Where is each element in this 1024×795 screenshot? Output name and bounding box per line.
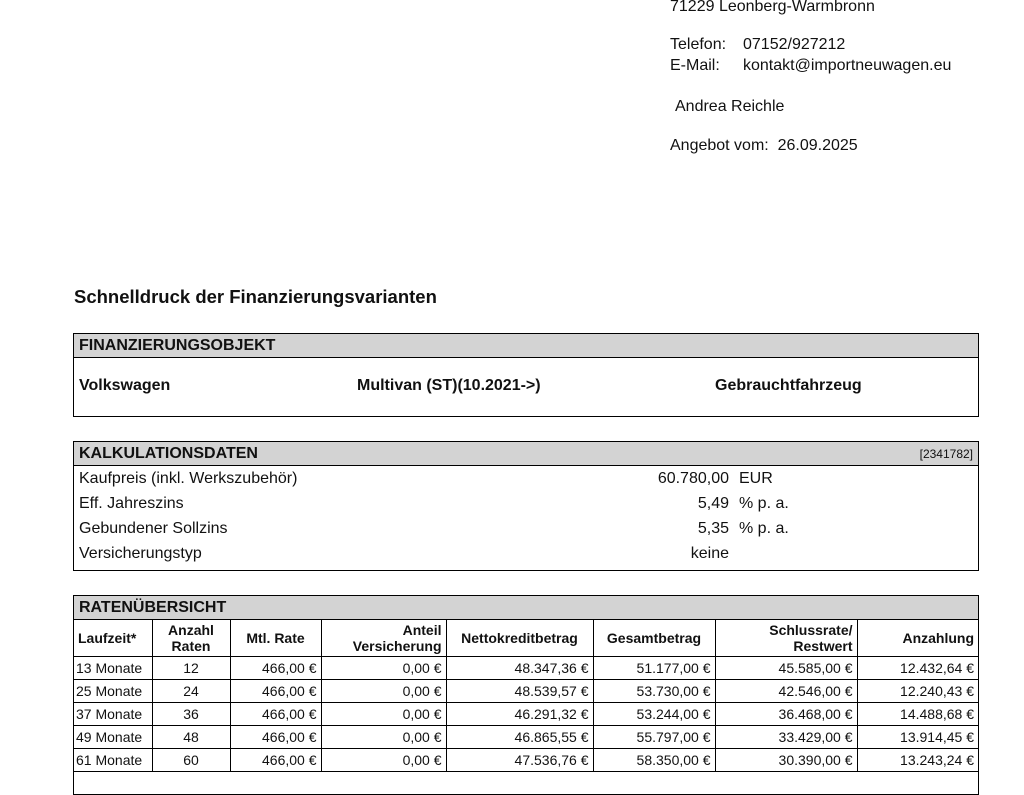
table-row — [74, 657, 978, 680]
cell-monthly-rate: 466,00 € — [230, 680, 321, 703]
financing-object-row — [74, 358, 978, 415]
calc-row-price — [74, 466, 978, 491]
cell-final-rate: 45.585,00 € — [715, 657, 857, 680]
calc-label: Eff. Jahreszins — [79, 495, 184, 512]
calculation-heading — [74, 442, 978, 466]
cell-term: 49 Monate — [74, 726, 152, 749]
contact-person: Andrea Reichle — [675, 98, 785, 115]
cell-monthly-rate: 466,00 € — [230, 726, 321, 749]
cell-installments: 36 — [152, 703, 230, 726]
cell-term: 37 Monate — [74, 703, 152, 726]
cell-net-credit: 46.291,32 € — [446, 703, 593, 726]
cell-down-payment: 13.243,24 € — [857, 749, 978, 772]
cell-total: 53.244,00 € — [593, 703, 715, 726]
column-header: Anteil Versicherung — [321, 620, 446, 657]
cell-total: 58.350,00 € — [593, 749, 715, 772]
cell-final-rate: 30.390,00 € — [715, 749, 857, 772]
column-header: Laufzeit* — [74, 620, 152, 657]
calc-label: Versicherungstyp — [79, 545, 202, 562]
cell-installments: 48 — [152, 726, 230, 749]
calculation-heading-text: KALKULATIONSDATEN — [79, 445, 258, 462]
dealer-address-line: 71229 Leonberg-Warmbronn — [670, 0, 875, 15]
cell-insurance: 0,00 € — [321, 703, 446, 726]
offer-date-line — [670, 136, 858, 155]
cell-final-rate: 33.429,00 € — [715, 726, 857, 749]
rates-heading: RATENÜBERSICHT — [74, 596, 978, 620]
calc-row-insurance — [74, 541, 978, 566]
calc-value: 5,49 — [697, 495, 729, 512]
table-row — [74, 703, 978, 726]
cell-final-rate: 42.546,00 € — [715, 680, 857, 703]
table-row — [74, 680, 978, 703]
cell-down-payment: 12.432,64 € — [857, 657, 978, 680]
calc-unit: % p. a. — [739, 520, 789, 537]
cell-net-credit: 48.347,36 € — [446, 657, 593, 680]
phone-number: 07152/927212 — [743, 36, 846, 53]
cell-installments: 12 — [152, 657, 230, 680]
offer-date-label: Angebot vom: — [670, 137, 769, 154]
column-header: Mtl. Rate — [230, 620, 321, 657]
calc-unit: % p. a. — [739, 495, 789, 512]
cell-term: 25 Monate — [74, 680, 152, 703]
column-header: Anzahl Raten — [152, 620, 230, 657]
table-row — [74, 726, 978, 749]
column-header: Gesamtbetrag — [593, 620, 715, 657]
column-header: Anzahlung — [857, 620, 978, 657]
calculation-code: [2341782] — [919, 447, 973, 461]
rates-table — [74, 620, 978, 772]
cell-monthly-rate: 466,00 € — [230, 703, 321, 726]
rates-section — [73, 595, 979, 795]
cell-installments: 24 — [152, 680, 230, 703]
cell-insurance: 0,00 € — [321, 749, 446, 772]
calculation-section — [73, 441, 979, 571]
cell-net-credit: 47.536,76 € — [446, 749, 593, 772]
cell-down-payment: 14.488,68 € — [857, 703, 978, 726]
rates-header-row — [74, 620, 978, 657]
cell-term: 61 Monate — [74, 749, 152, 772]
vehicle-condition: Gebrauchtfahrzeug — [715, 377, 862, 394]
calc-value: keine — [690, 545, 729, 562]
calc-label: Kaufpreis (inkl. Werkszubehör) — [79, 470, 298, 487]
email-line — [670, 56, 951, 75]
calc-value: 60.780,00 — [657, 470, 729, 487]
column-header: Nettokreditbetrag — [446, 620, 593, 657]
cell-term: 13 Monate — [74, 657, 152, 680]
cell-down-payment: 12.240,43 € — [857, 680, 978, 703]
calc-row-debit-rate — [74, 516, 978, 541]
calc-row-effective-rate — [74, 491, 978, 516]
email-label: E-Mail: — [670, 57, 720, 74]
calc-unit: EUR — [739, 470, 773, 487]
page-title: Schnelldruck der Finanzierungsvarianten — [74, 286, 437, 307]
cell-total: 55.797,00 € — [593, 726, 715, 749]
cell-monthly-rate: 466,00 € — [230, 657, 321, 680]
cell-total: 53.730,00 € — [593, 680, 715, 703]
vehicle-model: Multivan (ST)(10.2021->) — [357, 377, 541, 394]
email-address: kontakt@importneuwagen.eu — [743, 57, 952, 74]
calc-label: Gebundener Sollzins — [79, 520, 228, 537]
cell-installments: 60 — [152, 749, 230, 772]
financing-object-heading: FINANZIERUNGSOBJEKT — [74, 334, 978, 358]
cell-insurance: 0,00 € — [321, 657, 446, 680]
cell-net-credit: 46.865,55 € — [446, 726, 593, 749]
table-row — [74, 749, 978, 772]
cell-net-credit: 48.539,57 € — [446, 680, 593, 703]
cell-total: 51.177,00 € — [593, 657, 715, 680]
vehicle-make: Volkswagen — [79, 377, 171, 394]
calc-value: 5,35 — [697, 520, 729, 537]
cell-monthly-rate: 466,00 € — [230, 749, 321, 772]
cell-down-payment: 13.914,45 € — [857, 726, 978, 749]
financing-object-section — [73, 333, 979, 417]
cell-final-rate: 36.468,00 € — [715, 703, 857, 726]
column-header: Schlussrate/ Restwert — [715, 620, 857, 657]
cell-insurance: 0,00 € — [321, 680, 446, 703]
phone-label: Telefon: — [670, 36, 727, 53]
cell-insurance: 0,00 € — [321, 726, 446, 749]
phone-line — [670, 35, 845, 54]
offer-date: 26.09.2025 — [777, 137, 858, 154]
